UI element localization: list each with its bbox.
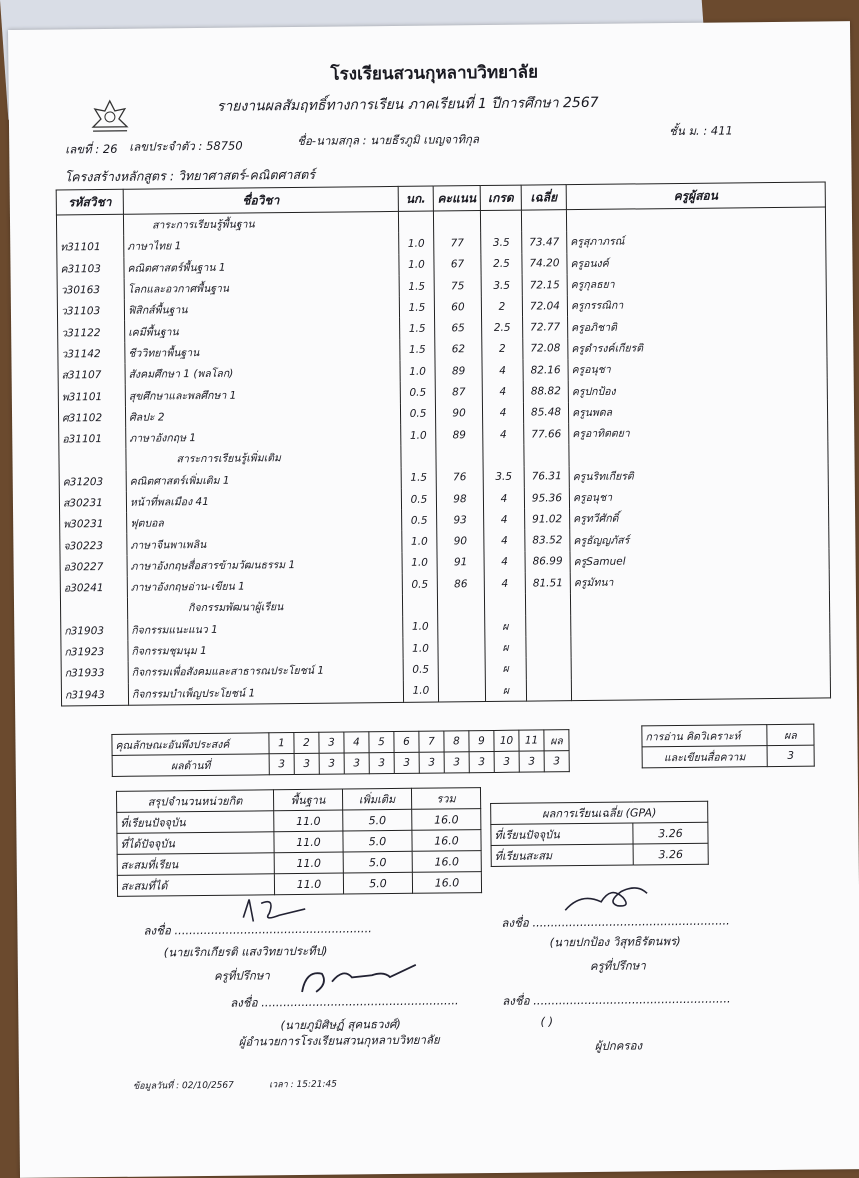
cell-name: กิจกรรมชุมนุม 1 <box>128 638 403 662</box>
trait-value: 3 <box>419 752 444 773</box>
director-signature <box>292 961 422 1002</box>
report-paper <box>8 21 859 1178</box>
cell-name: ภาษาไทย 1 <box>124 233 399 257</box>
cell-code: จ30223 <box>60 534 127 556</box>
cell-avg: 83.52 <box>525 530 570 552</box>
cell-avg: 74.20 <box>522 253 567 275</box>
cell-teacher: ครูนพดล <box>568 399 827 423</box>
cell-score: 90 <box>437 530 484 552</box>
cell-teacher <box>571 676 830 700</box>
cell-teacher: ครูอนุชา <box>568 357 827 381</box>
school-emblem-icon <box>89 97 131 135</box>
credits-header-1: พื้นฐาน <box>273 789 342 811</box>
trait-value: 3 <box>544 751 569 772</box>
trait-value: 3 <box>494 751 519 772</box>
cell-score <box>438 680 485 702</box>
cell-score: 62 <box>435 339 482 361</box>
credits-cell: 16.0 <box>412 809 481 831</box>
cell-code: ส30231 <box>59 492 126 514</box>
advisor1-name: (นายเริกเกียรติ แสงวิทยาประทีป) <box>163 943 328 960</box>
credits-header-3: รวม <box>411 788 480 810</box>
cell-name: ฟุตบอล <box>127 510 402 534</box>
cell-avg: 95.36 <box>524 487 569 509</box>
cell-grade: 4 <box>484 573 525 595</box>
cell-teacher: ครูธัญญภัสร์ <box>570 527 829 551</box>
cell-code: ว31103 <box>57 300 124 322</box>
credits-cell: สะสมที่เรียน <box>117 853 274 876</box>
cell-grade: 2 <box>481 296 522 318</box>
advisor2-name: (นายปกป้อง วิสุทธิรัตนพร) <box>549 934 681 950</box>
trait-value: 3 <box>269 754 294 775</box>
cell-name: ศิลปะ 2 <box>125 404 400 428</box>
parent-sign-line: ลงชื่อ ...................................................... <box>502 991 731 1008</box>
cell-code: อ30241 <box>60 577 127 599</box>
cell-name: ชีววิทยาพื้นฐาน <box>125 340 400 364</box>
director-sign-line: ลงชื่อ ...................................................... <box>230 993 459 1010</box>
cell-name: โลกและอวกาศพื้นฐาน <box>124 276 399 300</box>
cell-name: หน้าที่พลเมือง 41 <box>126 489 401 513</box>
section-header: กิจกรรมพัฒนาผู้เรียน <box>60 591 829 620</box>
parent-role: ผู้ปกครอง <box>594 1038 643 1053</box>
cell-grade: ผ <box>485 615 526 637</box>
cell-credit: 1.5 <box>399 275 434 297</box>
cell-name: สังคมศึกษา 1 (พลโลก) <box>125 361 400 385</box>
school-name: โรงเรียนสวนกุหลาบวิทยาลัย <box>330 62 539 85</box>
reading-table <box>641 724 814 769</box>
cell-grade: ผ <box>485 658 526 680</box>
credits-cell: 16.0 <box>412 872 481 894</box>
advisor2-role: ครูที่ปรึกษา <box>589 958 646 973</box>
reading-label-1: การอ่าน คิดวิเคราะห์ <box>642 725 767 747</box>
cell-credit: 1.0 <box>401 425 436 447</box>
cell-teacher: ครูปกป้อง <box>568 378 827 402</box>
credits-row <box>117 872 481 897</box>
cell-credit: 0.5 <box>403 659 438 681</box>
cell-grade: 3.5 <box>481 232 522 254</box>
cell-code: ก31943 <box>61 683 128 705</box>
cell-name: ภาษาจีนพาเพลิน <box>127 531 402 555</box>
cell-name: สุขศึกษาและพลศึกษา 1 <box>125 382 400 406</box>
credits-cell: 11.0 <box>274 852 343 874</box>
trait-col-4: 4 <box>344 732 369 753</box>
credits-cell: 11.0 <box>274 810 343 832</box>
cell-credit: 1.5 <box>401 467 436 489</box>
director-name: (นายภูมิศิษฏ์ สุคนธวงศ์) <box>280 1016 401 1033</box>
cell-credit: 1.0 <box>403 616 438 638</box>
cell-code: พ31101 <box>58 385 125 407</box>
gpa-label-current: ที่เรียนปัจจุบัน <box>491 823 633 845</box>
trait-col-11: 11 <box>519 730 544 751</box>
cell-avg: 77.66 <box>524 423 569 445</box>
cell-avg <box>526 615 571 637</box>
cell-code: ท31101 <box>57 236 124 258</box>
report-title: รายงานผลสัมฤทธิ์ทางการเรียน ภาคเรียนที่ 1 ปีการศึกษา 2567 <box>216 94 599 115</box>
credits-cell: 11.0 <box>274 873 343 895</box>
cell-avg: 81.51 <box>525 572 570 594</box>
credits-cell: ที่ได้ปัจจุบัน <box>117 832 274 855</box>
trait-value: 3 <box>319 753 344 774</box>
cell-score <box>438 637 485 659</box>
cell-code: ศ31102 <box>58 406 125 428</box>
cell-score: 60 <box>434 296 481 318</box>
cell-name: คณิตศาสตร์เพิ่มเติม 1 <box>126 467 401 491</box>
cell-avg: 72.77 <box>523 317 568 339</box>
trait-value: 3 <box>394 752 419 773</box>
reading-label-2: และเขียนสื่อความ <box>642 746 767 768</box>
trait-col-10: 10 <box>494 730 519 751</box>
advisor2-signature <box>561 881 651 916</box>
traits-label: คุณลักษณะอันพึงประสงค์ <box>112 733 269 756</box>
cell-score: 89 <box>436 424 483 446</box>
cell-teacher: ครูดำรงค์เกียรติ <box>568 335 827 359</box>
cell-code: อ30227 <box>60 556 127 578</box>
cell-name: กิจกรรมบำเพ็ญประโยชน์ 1 <box>128 680 403 704</box>
cell-credit: 1.0 <box>399 254 434 276</box>
cell-grade: 4 <box>483 487 524 509</box>
cell-score <box>438 616 485 638</box>
footer-date: ข้อมูลวันที่ : 02/10/2567 <box>133 1080 234 1092</box>
credits-header-0: สรุปจำนวนหน่วยกิต <box>116 790 273 813</box>
credits-cell: ที่เรียนปัจจุบัน <box>117 811 274 834</box>
trait-value: 3 <box>294 753 319 774</box>
cell-grade: 4 <box>484 509 525 531</box>
credits-header-2: เพิ่มเติม <box>342 788 411 810</box>
cell-grade: 3.5 <box>481 275 522 297</box>
cell-teacher: ครูอนงค์ <box>567 250 826 274</box>
student-name: ชื่อ-นามสกุล : นายธีรภูมิ เบญจาทิกุล <box>297 132 480 148</box>
trait-col-9: 9 <box>469 730 494 751</box>
trait-value: 3 <box>344 753 369 774</box>
cell-score: 75 <box>434 275 481 297</box>
cell-credit: 1.0 <box>402 552 437 574</box>
header-teacher: ครูผู้สอน <box>566 182 825 210</box>
gpa-table <box>490 801 709 867</box>
cell-score <box>438 658 485 680</box>
cell-score: 90 <box>435 403 482 425</box>
director-role: ผู้อำนวยการโรงเรียนสวนกุหลาบวิทยาลัย <box>238 1032 440 1049</box>
header-score: คะแนน <box>433 186 480 211</box>
credits-cell: 5.0 <box>343 872 412 894</box>
cell-name: ฟิสิกส์พื้นฐาน <box>124 297 399 321</box>
cell-teacher: ครูทวีศักดิ์ <box>570 506 829 530</box>
cell-credit: 1.0 <box>403 680 438 702</box>
cell-score: 65 <box>435 318 482 340</box>
gpa-value-current: 3.26 <box>633 822 708 844</box>
cell-name: กิจกรรมแนะแนว 1 <box>128 617 403 641</box>
header-code: รหัสวิชา <box>56 189 123 215</box>
cell-grade: 3.5 <box>483 466 524 488</box>
cell-name: ภาษาอังกฤษ 1 <box>126 425 401 449</box>
cell-code: ก31903 <box>61 619 128 641</box>
advisor1-signature <box>235 895 315 926</box>
section-header: สาระการเรียนรู้เพิ่มเติม <box>59 442 828 471</box>
gpa-header: ผลการเรียนเฉลี่ย (GPA) <box>491 801 708 824</box>
cell-avg: 91.02 <box>525 508 570 530</box>
cell-teacher: ครูสุภาภรณ์ <box>567 229 826 253</box>
header-name: ชื่อวิชา <box>123 186 398 214</box>
cell-avg: 86.99 <box>525 551 570 573</box>
cell-score: 93 <box>437 509 484 531</box>
cell-grade: 4 <box>484 530 525 552</box>
cell-grade: ผ <box>485 637 526 659</box>
cell-credit: 1.0 <box>403 637 438 659</box>
cell-grade: 2 <box>482 338 523 360</box>
header-grade: เกรด <box>480 185 521 210</box>
advisor1-sign-line: ลงชื่อ ...................................................... <box>143 921 372 938</box>
footer-time: เวลา : 15:21:45 <box>269 1079 337 1091</box>
cell-score: 87 <box>435 381 482 403</box>
student-class: ชั้น ม. : 411 <box>669 123 733 139</box>
cell-grade: ผ <box>485 679 526 701</box>
cell-avg <box>526 679 571 701</box>
cell-score: 76 <box>436 467 483 489</box>
cell-grade: 2.5 <box>482 317 523 339</box>
cell-avg: 72.04 <box>522 295 567 317</box>
cell-grade: 4 <box>482 402 523 424</box>
cell-teacher: ครูอาทิตตยา <box>569 420 828 444</box>
cell-score: 89 <box>435 360 482 382</box>
advisor1-role: ครูที่ปรึกษา <box>213 968 270 983</box>
cell-credit: 0.5 <box>400 403 435 425</box>
section-header: สาระการเรียนรู้พื้นฐาน <box>56 207 825 237</box>
cell-grade: 4 <box>484 551 525 573</box>
credits-table <box>116 787 482 897</box>
cell-teacher: ครูSamuel <box>570 548 829 572</box>
cell-name: คณิตศาสตร์พื้นฐาน 1 <box>124 255 399 279</box>
reading-result-header: ผล <box>767 724 814 745</box>
cell-teacher <box>571 612 830 636</box>
trait-col-3: 3 <box>319 732 344 753</box>
cell-code: ว31142 <box>58 343 125 365</box>
grades-table <box>56 181 831 706</box>
cell-teacher: ครูอนุชา <box>569 484 828 508</box>
credits-cell: 5.0 <box>343 851 412 873</box>
cell-grade: 2.5 <box>481 253 522 275</box>
credits-cell: 5.0 <box>343 809 412 831</box>
cell-code: ส31107 <box>58 364 125 386</box>
cell-grade: 4 <box>483 424 524 446</box>
trait-col-2: 2 <box>294 732 319 753</box>
cell-credit: 1.5 <box>399 297 434 319</box>
cell-name: ภาษาอังกฤษสื่อสารข้ามวัฒนธรรม 1 <box>127 553 402 577</box>
cell-score: 77 <box>434 232 481 254</box>
parent-name: ( ) <box>540 1014 554 1029</box>
cell-name: กิจกรรมเพื่อสังคมและสาธารณประโยชน์ 1 <box>128 659 403 683</box>
cell-credit: 0.5 <box>400 382 435 404</box>
trait-col-6: 6 <box>394 731 419 752</box>
cell-credit: 0.5 <box>401 488 436 510</box>
cell-avg: 72.08 <box>523 338 568 360</box>
cell-code: ค31103 <box>57 257 124 279</box>
credits-cell: 16.0 <box>412 830 481 852</box>
reading-value: 3 <box>767 745 814 766</box>
cell-code: พ30231 <box>60 513 127 535</box>
trait-value: 3 <box>369 752 394 773</box>
cell-score: 67 <box>434 254 481 276</box>
advisor2-sign-line: ลงชื่อ ...................................................... <box>501 913 730 930</box>
cell-code: ก31923 <box>61 641 128 663</box>
cell-avg <box>526 636 571 658</box>
header-credit: นก. <box>398 186 433 211</box>
cell-avg: 85.48 <box>523 402 568 424</box>
cell-grade: 4 <box>482 381 523 403</box>
cell-code: อ31101 <box>59 428 126 450</box>
cell-teacher <box>571 633 830 657</box>
gpa-value-cumulative: 3.26 <box>633 843 708 865</box>
header-avg: เฉลี่ย <box>521 185 566 210</box>
trait-col-5: 5 <box>369 731 394 752</box>
cell-credit: 1.0 <box>400 361 435 383</box>
cell-credit: 1.5 <box>400 339 435 361</box>
trait-value: 3 <box>469 751 494 772</box>
cell-code: ค31203 <box>59 470 126 492</box>
cell-avg: 76.31 <box>524 466 569 488</box>
cell-grade: 4 <box>482 360 523 382</box>
trait-col-1: 1 <box>269 733 294 754</box>
traits-result-label: ผลด้านที่ <box>112 754 269 777</box>
credits-cell: 5.0 <box>343 830 412 852</box>
cell-credit: 0.5 <box>402 574 437 596</box>
cell-teacher: ครูกุลธยา <box>567 271 826 295</box>
trait-value: 3 <box>444 752 469 773</box>
cell-score: 98 <box>436 488 483 510</box>
cell-avg <box>526 657 571 679</box>
trait-value: 3 <box>519 751 544 772</box>
cell-score: 86 <box>437 573 484 595</box>
student-number: เลขที่ : 26 <box>65 141 118 157</box>
cell-teacher: ครูอภิชาติ <box>568 314 827 338</box>
cell-credit: 0.5 <box>402 510 437 532</box>
cell-teacher: ครูมัทนา <box>570 569 829 593</box>
cell-teacher: ครูกรรณิกา <box>567 293 826 317</box>
cell-credit: 1.0 <box>402 531 437 553</box>
curriculum: โครงสร้างหลักสูตร : วิทยาศาสตร์-คณิตศาสตร์ <box>64 166 316 185</box>
cell-code: ว31122 <box>58 321 125 343</box>
cell-code: ว30163 <box>57 279 124 301</box>
cell-code: ก31933 <box>61 662 128 684</box>
cell-avg: 72.15 <box>522 274 567 296</box>
cell-avg: 73.47 <box>522 231 567 253</box>
cell-credit: 1.5 <box>400 318 435 340</box>
gpa-label-cumulative: ที่เรียนสะสม <box>491 844 633 866</box>
cell-avg: 88.82 <box>523 381 568 403</box>
cell-avg: 82.16 <box>523 359 568 381</box>
cell-name: ภาษาอังกฤษอ่าน-เขียน 1 <box>127 574 402 598</box>
traits-table <box>111 729 569 777</box>
credits-cell: สะสมที่ได้ <box>117 874 274 897</box>
cell-score: 91 <box>437 552 484 574</box>
cell-teacher: ครูนริทเกียรติ <box>569 463 828 487</box>
trait-col-7: 7 <box>419 731 444 752</box>
cell-teacher <box>571 655 830 679</box>
credits-cell: 16.0 <box>412 851 481 873</box>
trait-col-8: 8 <box>444 731 469 752</box>
cell-credit: 1.0 <box>399 233 434 255</box>
cell-name: เคมีพื้นฐาน <box>125 318 400 342</box>
trait-col-ผล: ผล <box>544 730 569 751</box>
credits-cell: 11.0 <box>274 831 343 853</box>
student-id: เลขประจำตัว : 58750 <box>129 138 243 154</box>
